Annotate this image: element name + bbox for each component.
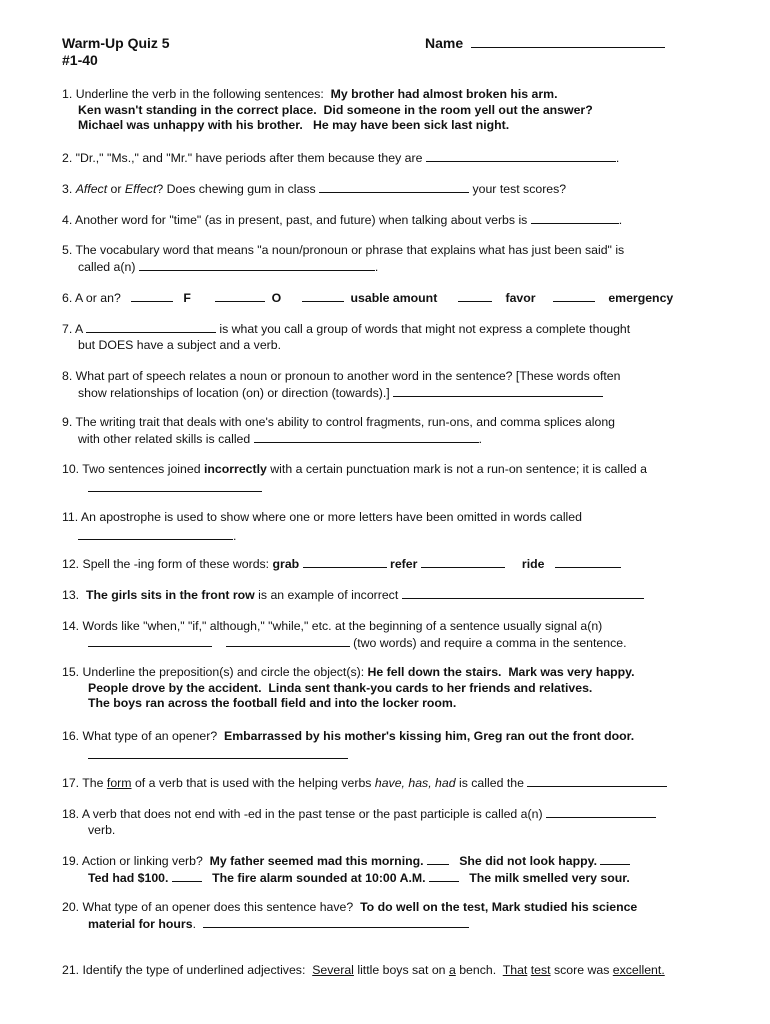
q17-prompt-cont: is called the <box>458 776 524 790</box>
quiz-range: #1-40 <box>62 52 98 68</box>
q18-prompt: 18. A verb that does not end with -ed in the past tense or the past participle is called a(n) <box>62 807 543 821</box>
q18-prompt-cont: verb. <box>88 822 116 837</box>
question-12 <box>62 556 730 573</box>
answer-blank[interactable] <box>531 212 619 224</box>
q14-prompt: 14. Words like "when," "if," although," "while," etc. at the beginning of a sentence usually signal a(n) <box>62 619 603 633</box>
q21-text: bench. <box>455 963 503 977</box>
q4-end: . <box>618 213 623 227</box>
q8-prompt-cont: show relationships of location (on) or direction (towards).] <box>78 385 390 400</box>
answer-blank[interactable] <box>555 556 621 568</box>
q19-sentence: The milk smelled very sour. <box>469 870 630 885</box>
question-10 <box>62 462 730 496</box>
q19-sentence: She did not look happy. <box>459 854 597 868</box>
q21-text: score was <box>550 963 613 977</box>
q21-underlined-word: Several <box>312 963 354 977</box>
q6-prompt: 6. A or an? <box>62 291 121 305</box>
q2-prompt: 2. "Dr.," "Ms.," and "Mr." have periods after them because they are <box>62 151 423 165</box>
q17-helping-verbs: have, has, had <box>374 776 456 790</box>
q10-prompt-cont: with a certain punctuation mark is not a run-on sentence; it is called a <box>270 462 647 476</box>
question-20 <box>62 900 730 932</box>
q3-word: Affect <box>75 182 108 196</box>
q11-end: . <box>233 528 237 543</box>
q1-sentence: Michael was unhappy with his brother. <box>78 118 303 133</box>
q7-prompt: 7. A <box>62 322 83 336</box>
q10-prompt: 10. Two sentences joined <box>62 462 201 476</box>
answer-blank[interactable] <box>426 150 616 162</box>
question-9 <box>62 415 730 447</box>
answer-blank[interactable] <box>527 775 667 787</box>
answer-blank[interactable] <box>88 480 262 492</box>
question-15 <box>62 665 730 712</box>
question-5 <box>62 243 730 275</box>
answer-blank[interactable] <box>226 635 350 647</box>
answer-blank[interactable] <box>88 747 348 759</box>
question-18 <box>62 806 730 838</box>
answer-blank[interactable] <box>458 290 492 302</box>
q1-sentence: He may have been sick last night. <box>313 118 510 133</box>
q7-prompt-cont: but DOES have a subject and a verb. <box>78 337 282 352</box>
q3-number: 3. <box>62 182 73 196</box>
answer-blank[interactable] <box>402 587 644 599</box>
q20-sentence: To do well on the test, Mark studied his science <box>360 900 638 914</box>
answer-blank[interactable] <box>215 290 265 302</box>
q3-end: your test scores? <box>472 182 567 196</box>
question-4 <box>62 212 730 229</box>
q20-prompt: 20. What type of an opener does this sentence have? <box>62 900 354 914</box>
answer-blank[interactable] <box>553 290 595 302</box>
q13-sentence: The girls sits in the front row <box>85 588 255 602</box>
q17-prompt-cont: of a verb that is used with the helping verbs <box>134 776 372 790</box>
q9-prompt: 9. The writing trait that deals with one's ability to control fragments, run-ons, and comma splices along <box>62 415 616 429</box>
quiz-title: Warm-Up Quiz 5 <box>62 35 170 51</box>
q12-word: ride <box>521 557 545 571</box>
question-16 <box>62 729 730 763</box>
q15-sentence: People drove by the accident. <box>88 680 262 695</box>
answer-blank[interactable] <box>172 870 202 882</box>
q21-prompt: 21. Identify the type of underlined adjectives: <box>62 963 306 977</box>
answer-blank[interactable] <box>254 431 479 443</box>
q15-sentence: The boys ran across the football field and into the locker room. <box>88 696 457 711</box>
q12-prompt: 12. Spell the -ing form of these words: <box>62 557 270 571</box>
q2-end: . <box>615 151 620 165</box>
q8-prompt: 8. What part of speech relates a noun or pronoun to another word in the sentence? [These words often <box>62 369 621 383</box>
answer-blank[interactable] <box>131 290 173 302</box>
q6-word: F <box>183 291 191 305</box>
q5-prompt-cont: called a(n) <box>78 259 136 274</box>
answer-blank[interactable] <box>546 806 656 818</box>
question-14 <box>62 619 730 651</box>
answer-blank[interactable] <box>78 528 233 540</box>
q15-sentence: Mark was very happy. <box>508 665 635 679</box>
answer-blank[interactable] <box>319 181 469 193</box>
question-13 <box>62 587 730 604</box>
q17-prompt: 17. The <box>62 776 104 790</box>
answer-blank[interactable] <box>427 853 449 865</box>
q21-underlined-word: That <box>502 963 528 977</box>
q21-underlined-word: a <box>448 963 456 977</box>
q21-underlined-word: excellent. <box>612 963 665 977</box>
q12-word: grab <box>272 557 300 571</box>
q21-underlined-word: test <box>530 963 551 977</box>
name-field <box>425 35 665 52</box>
name-label: Name <box>425 35 464 51</box>
answer-blank[interactable] <box>88 635 212 647</box>
question-3 <box>62 181 730 198</box>
q19-sentence: Ted had $100. <box>88 870 169 885</box>
q3-word: Effect <box>124 182 157 196</box>
q19-prompt: 19. Action or linking verb? <box>62 854 203 868</box>
q1-sentence: Did someone in the room yell out the answer? <box>323 102 593 117</box>
q1-sentence: Ken wasn't standing in the correct place. <box>78 102 317 117</box>
q3-or: or <box>107 182 125 196</box>
name-blank[interactable] <box>471 36 665 48</box>
answer-blank[interactable] <box>139 259 375 271</box>
q1-sentence: My brother had almost broken his arm. <box>330 87 558 101</box>
question-17 <box>62 775 730 792</box>
question-2 <box>62 150 730 167</box>
q15-sentence: He fell down the stairs. <box>367 665 502 679</box>
q11-prompt: 11. An apostrophe is used to show where one or more letters have been omitted in words called <box>62 510 582 524</box>
q6-word: usable amount <box>350 291 438 305</box>
q5-end: . <box>374 259 379 274</box>
q1-number: 1. <box>62 87 73 101</box>
q16-prompt: 16. What type of an opener? <box>62 729 218 743</box>
q19-sentence: My father seemed mad this morning. <box>209 854 424 868</box>
q15-sentence: Linda sent thank-you cards to her friends and relatives. <box>268 680 593 695</box>
q21-text: little boys sat on <box>353 963 449 977</box>
q6-word: O <box>271 291 282 305</box>
q9-end: . <box>478 431 483 446</box>
answer-blank[interactable] <box>302 290 344 302</box>
q20-sentence-cont: material for hours <box>88 916 193 931</box>
q19-sentence: The fire alarm sounded at 10:00 A.M. <box>212 870 426 885</box>
question-11 <box>62 510 730 544</box>
question-6 <box>62 290 730 307</box>
q20-end: . <box>192 916 196 931</box>
q7-prompt-cont: is what you call a group of words that might not express a complete thought <box>219 322 631 336</box>
answer-blank[interactable] <box>86 321 216 333</box>
q1-prompt: Underline the verb in the following sentences: <box>75 87 324 101</box>
q13-prompt: is an example of incorrect <box>258 588 399 602</box>
q5-prompt: 5. The vocabulary word that means "a noun/pronoun or phrase that explains what has just been said" is <box>62 243 625 257</box>
q4-prompt: 4. Another word for "time" (as in present, past, and future) when talking about verbs is <box>62 213 528 227</box>
q6-word: emergency <box>608 291 674 305</box>
answer-blank[interactable] <box>429 870 459 882</box>
question-19 <box>62 853 730 886</box>
q6-word: favor <box>505 291 536 305</box>
answer-blank[interactable] <box>203 916 469 928</box>
question-7 <box>62 321 730 353</box>
answer-blank[interactable] <box>600 853 630 865</box>
q15-prompt: 15. Underline the preposition(s) and circle the object(s): <box>62 665 365 679</box>
answer-blank[interactable] <box>393 385 603 397</box>
question-8 <box>62 369 730 401</box>
q14-prompt-cont: (two words) and require a comma in the sentence. <box>353 635 627 650</box>
answer-blank[interactable] <box>303 556 387 568</box>
q16-sentence: Embarrassed by his mother's kissing him, Greg ran out the front door. <box>224 729 635 743</box>
answer-blank[interactable] <box>421 556 505 568</box>
q12-word: refer <box>390 557 418 571</box>
q17-underlined-word: form <box>106 776 132 790</box>
q3-prompt: ? Does chewing gum in class <box>156 182 316 196</box>
q13-number: 13. <box>62 588 80 602</box>
q9-prompt-cont: with other related skills is called <box>78 431 251 446</box>
question-21 <box>62 963 730 979</box>
q10-emphasis: incorrectly <box>203 462 267 476</box>
question-1 <box>62 87 730 134</box>
